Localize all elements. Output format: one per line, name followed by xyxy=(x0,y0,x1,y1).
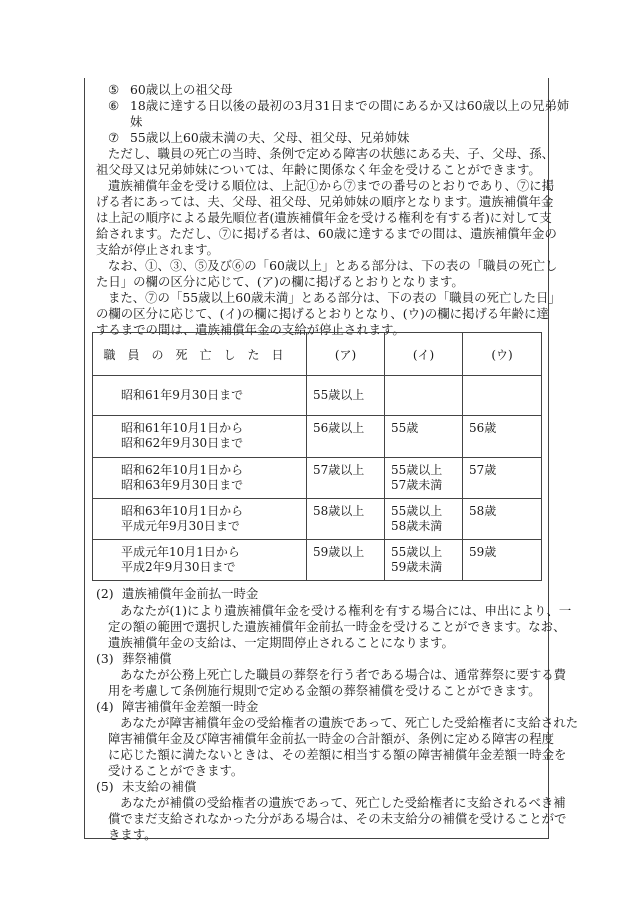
cell-b: 55歳以上 59歳未満 xyxy=(385,540,463,581)
section-title: 葬祭補償 xyxy=(122,651,172,666)
cell-c xyxy=(463,376,542,416)
section-number: (3) xyxy=(96,651,114,666)
table-header-row xyxy=(93,333,542,376)
header-death-date: 職員の死亡した日 xyxy=(93,333,307,376)
section-title: 未支給の補償 xyxy=(122,779,197,794)
section-line: あなたが(1)により遺族補償年金を受ける権利を有する場合には、申出により、一 xyxy=(120,603,572,618)
list-item-text: 18歳に達する日以後の最初の3月31日までの間にあるか又は60歳以上の兄弟姉 xyxy=(130,98,570,113)
section-line: 受けることができます。 xyxy=(108,763,244,778)
date-cell: 昭和63年10月1日から 平成元年9月30日まで xyxy=(93,499,307,540)
table-row xyxy=(93,416,542,458)
table-row xyxy=(93,458,542,499)
list-item-text: 55歳以上60歳未満の夫、父母、祖父母、兄弟姉妹 xyxy=(130,130,410,145)
section-line: あなたが公務上死亡した職員の葬祭を行う者である場合は、通常葬祭に要する費 xyxy=(120,667,567,682)
section-number: (2) xyxy=(96,586,114,601)
list-item xyxy=(108,98,569,114)
section-line: あなたが補償の受給権者の遺族であって、死亡した受給権者に支給されるべき補 xyxy=(120,795,566,810)
section-line: 障害補償年金及び障害補償年金前払一時金の合計額が、条例に定める障害の程度 xyxy=(108,731,555,746)
cell-c: 57歳 xyxy=(463,458,542,499)
paragraph-line: の欄の区分に応じて、(イ)の欄に掲げるとおりとなり、(ウ)の欄に掲げる年齢に達 xyxy=(96,306,549,321)
list-item-number: ⑦ xyxy=(108,130,120,145)
section-line: 定の額の範囲で選択した遺族補償年金前払一時金を受けることができます。なお、 xyxy=(108,619,566,634)
table-row xyxy=(93,540,542,581)
list-item xyxy=(108,114,142,130)
paragraph-line: げる者にあっては、夫、父母、祖父母、兄弟姉妹の順序となります。遺族補償年金 xyxy=(96,194,554,209)
date-cell: 昭和61年9月30日まで xyxy=(93,376,307,416)
paragraph-line: なお、①、③、⑤及び⑥の「60歳以上」とある部分は、下の表の「職員の死亡し xyxy=(108,258,558,273)
list-item xyxy=(108,130,409,146)
paragraph-line: また、⑦の「55歳以上60歳未満」とある部分は、下の表の「職員の死亡した日」 xyxy=(108,290,561,305)
section-line: きます。 xyxy=(108,827,157,842)
paragraph-line: は上記の順序による最先順位者(遺族補償年金を受ける権利を有する者)に対して支 xyxy=(96,210,552,225)
age-table xyxy=(92,332,542,581)
header-a: (ア) xyxy=(307,333,385,376)
section-number: (5) xyxy=(96,779,114,794)
paragraph-line: ただし、職員の死亡の当時、条例で定める障害の状態にある夫、子、父母、孫、 xyxy=(108,146,555,161)
list-item-number: ⑥ xyxy=(108,98,120,113)
section-line: 遺族補償年金の支給は、一定期間停止されることになります。 xyxy=(108,635,454,650)
list-item-text: 妹 xyxy=(130,114,143,129)
section-number: (4) xyxy=(96,699,114,714)
cell-c: 59歳 xyxy=(463,540,542,581)
table-row xyxy=(93,376,542,416)
list-item-text: 60歳以上の祖父母 xyxy=(130,82,233,97)
table-row xyxy=(93,499,542,540)
paragraph-line: 支給が停止されます。 xyxy=(96,242,219,257)
section-heading xyxy=(96,651,172,667)
section-heading xyxy=(96,699,258,715)
cell-b: 55歳以上 57歳未満 xyxy=(385,458,463,499)
section-heading xyxy=(96,586,258,602)
cell-b xyxy=(385,376,463,416)
list-item-number: ⑤ xyxy=(108,82,120,97)
section-title: 遺族補償年金前払一時金 xyxy=(122,586,259,601)
date-cell: 平成元年10月1日から 平成2年9月30日まで xyxy=(93,540,307,581)
section-line: 用を考慮して条例施行規則で定める金額の葬祭補償を受けることができます。 xyxy=(108,683,541,698)
section-heading xyxy=(96,779,196,795)
section-line: あなたが障害補償年金の受給権者の遺族であって、死亡した受給権者に支給された xyxy=(120,715,579,730)
cell-b: 55歳 xyxy=(385,416,463,458)
date-cell: 昭和61年10月1日から 昭和62年9月30日まで xyxy=(93,416,307,458)
cell-a: 55歳以上 xyxy=(307,376,385,416)
cell-a: 57歳以上 xyxy=(307,458,385,499)
header-c: (ウ) xyxy=(463,333,542,376)
paragraph-line: 祖父母又は兄弟姉妹については、年齢に関係なく年金を受けることができます。 xyxy=(96,162,541,177)
paragraph-line: た日」の欄の区分に応じて、(ア)の欄に掲げるとおりとなります。 xyxy=(96,274,464,289)
paragraph-line: するまでの間は、遺族補償年金の支給が停止されます。 xyxy=(96,322,405,337)
paragraph-line: 遺族補償年金を受ける順位は、上記①から⑦までの番号のとおりであり、⑦に掲 xyxy=(108,178,555,193)
section-line: に応じた額に満たないときは、その差額に相当する額の障害補償年金差額一時金を xyxy=(108,747,567,762)
cell-b: 55歳以上 58歳未満 xyxy=(385,499,463,540)
header-b: (イ) xyxy=(385,333,463,376)
list-item xyxy=(108,82,233,98)
cell-c: 58歳 xyxy=(463,499,542,540)
section-title: 障害補償年金差額一時金 xyxy=(122,699,259,714)
section-line: 償でまだ支給されなかった分がある場合は、その未支給分の補償を受けることがで xyxy=(108,811,567,826)
date-cell: 昭和62年10月1日から 昭和63年9月30日まで xyxy=(93,458,307,499)
cell-c: 56歳 xyxy=(463,416,542,458)
cell-a: 56歳以上 xyxy=(307,416,385,458)
cell-a: 59歳以上 xyxy=(307,540,385,581)
cell-a: 58歳以上 xyxy=(307,499,385,540)
paragraph-line: 給されます。ただし、⑦に掲げる者は、60歳に達するまでの間は、遺族補償年金の xyxy=(96,226,557,241)
